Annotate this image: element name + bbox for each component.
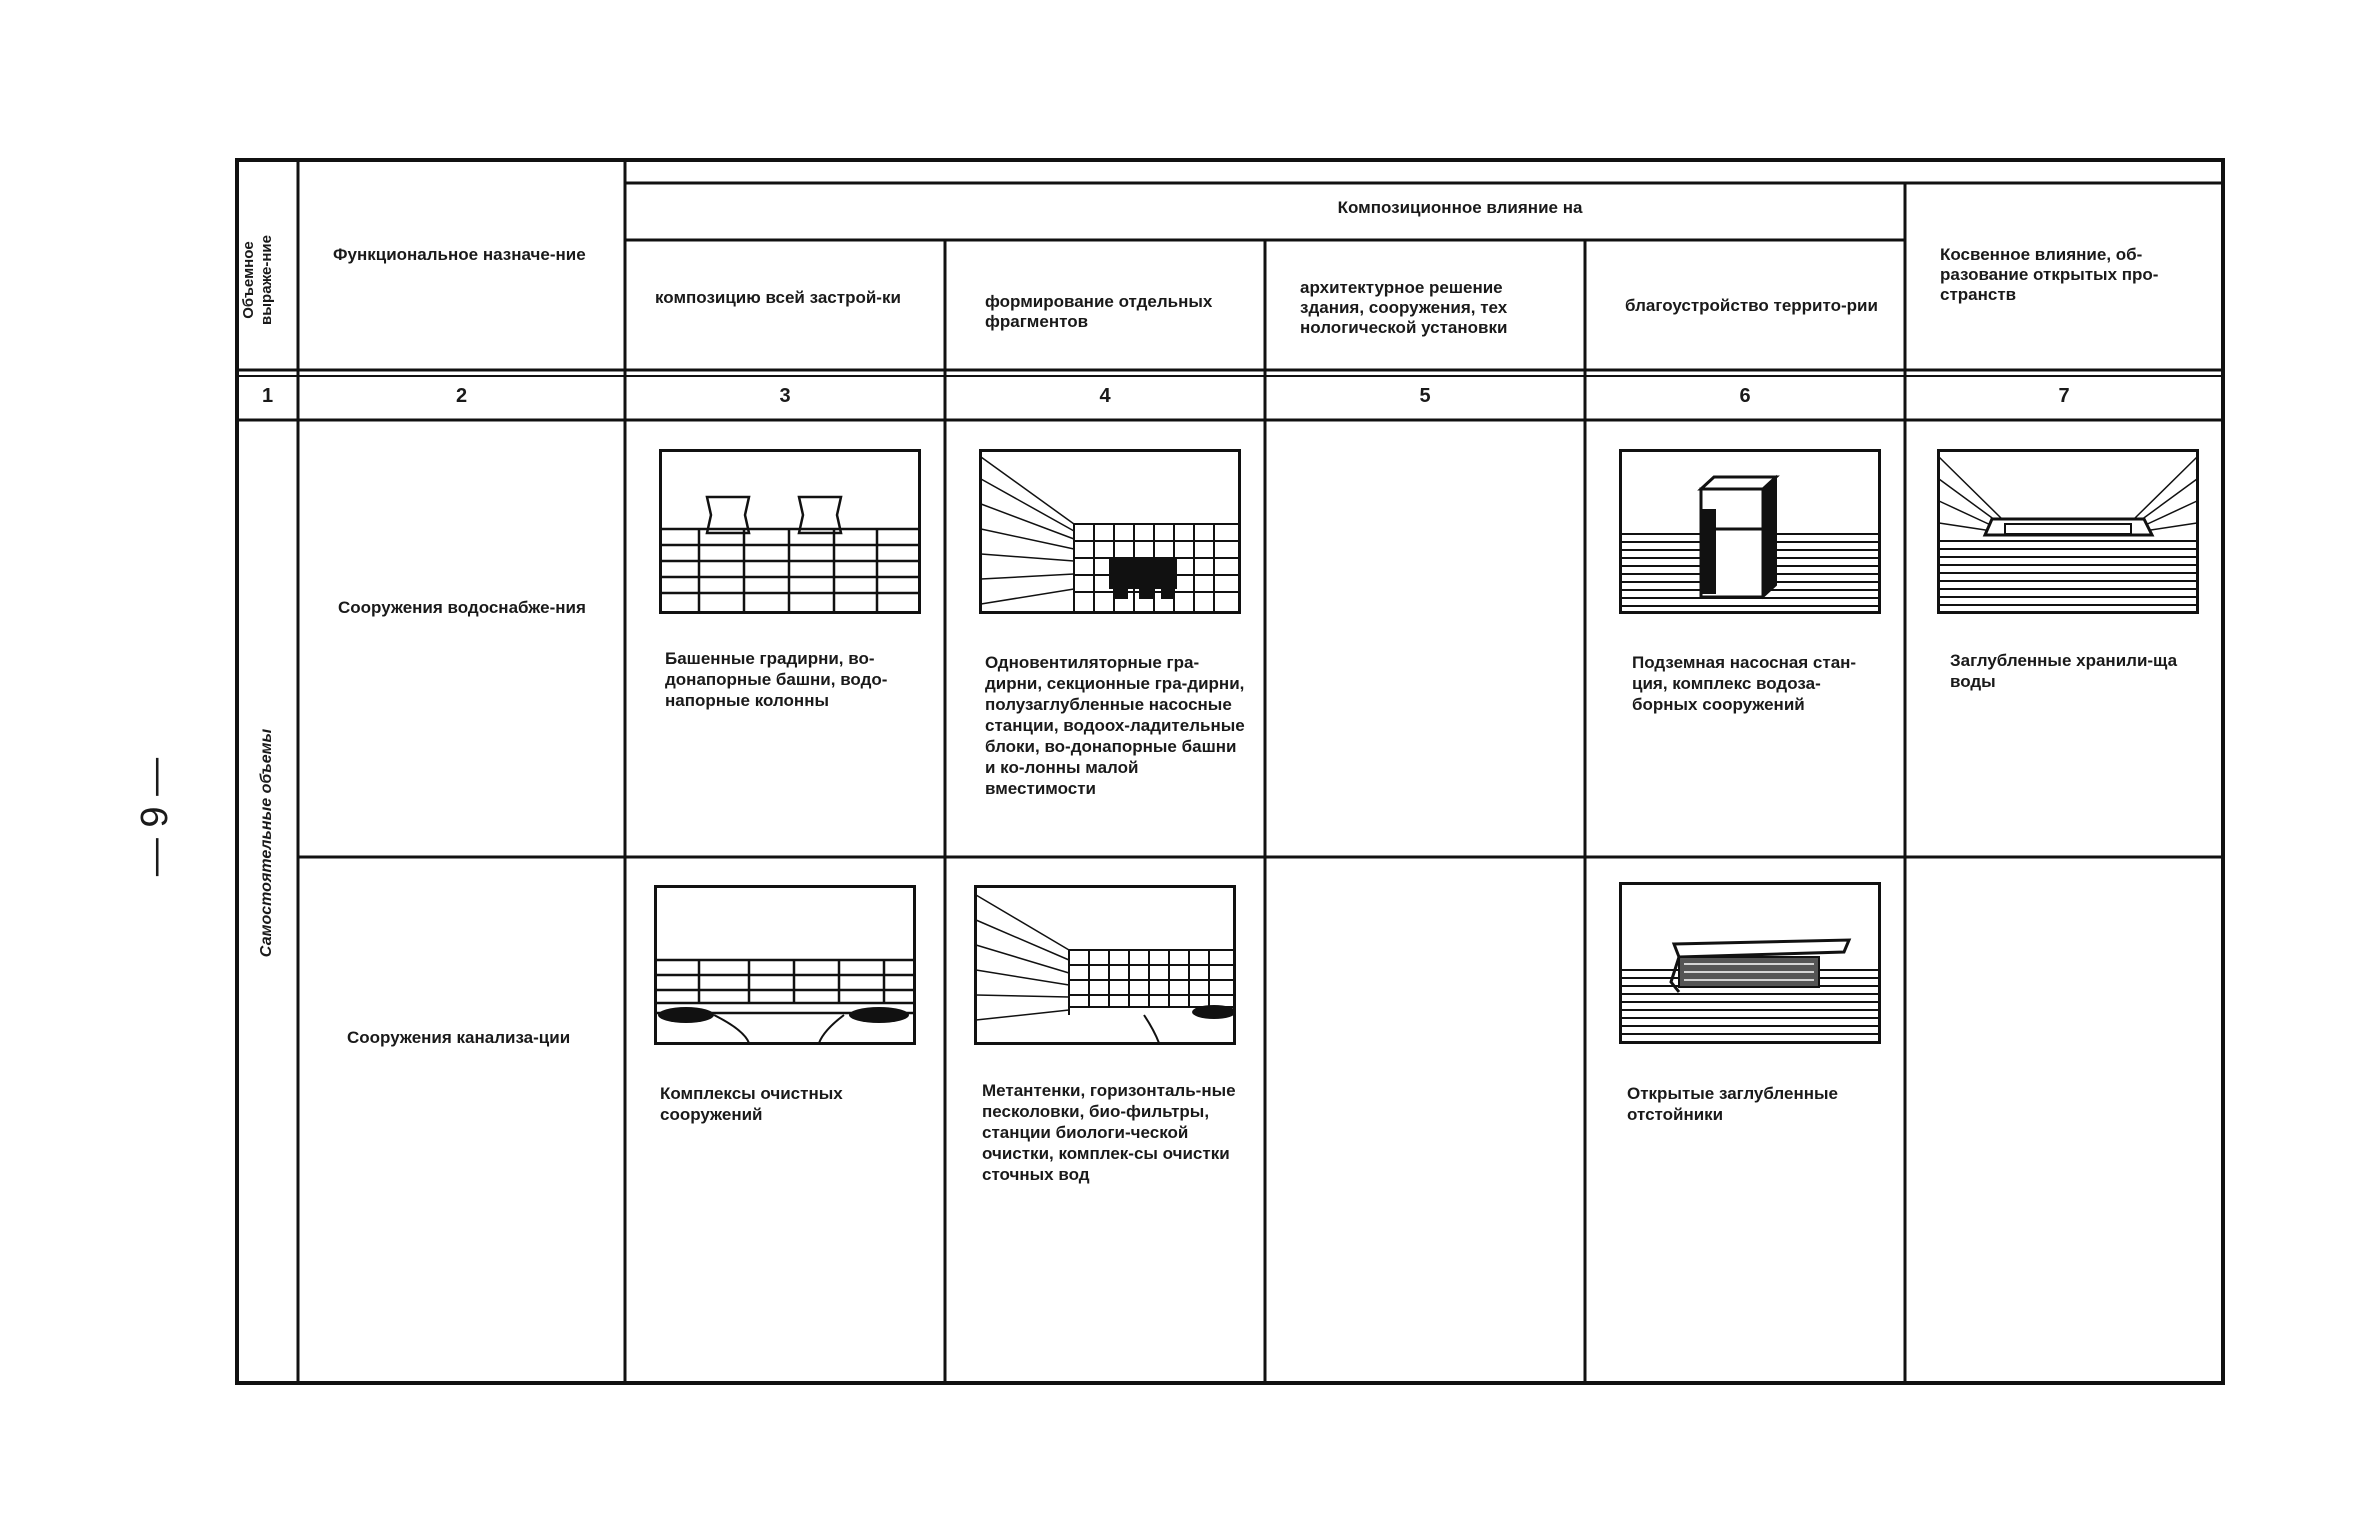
row2-col4-text: Метантенки, горизонталь-ные песколовки, био-фильтры, станции биологи-ческой очистки, комплек-сы очистки сточных вод [982, 1081, 1236, 1184]
ventilator-cooling-illustration [979, 449, 1241, 614]
row2-col3-text: Комплексы очистных сооружений [660, 1084, 843, 1124]
col-number-1: 1 [261, 385, 274, 407]
header-col6: благоустройство террито-рии [1625, 296, 1878, 315]
col-number-2: 2 [455, 385, 468, 407]
row-group-label: Самостоятельные объемы [258, 728, 275, 958]
header-col7: Косвенное влияние, об-разование открытых про-странств [1940, 245, 2159, 304]
pump-station-illustration [1619, 449, 1881, 614]
water-reservoir-illustration [1937, 449, 2199, 614]
col-number-4: 4 [1099, 385, 1111, 407]
row1-function: Сооружения водоснабже-ния [338, 598, 586, 617]
methane-tanks-illustration [974, 885, 1236, 1045]
row1-col7-text: Заглубленные хранили-ща воды [1950, 651, 2178, 691]
page-number: — 9 — [134, 757, 176, 877]
header-col1: Объемное выраже-ние [240, 235, 275, 325]
row1-col3-text: Башенные градирни, во-донапорные башни, водо-напорные колонны [665, 649, 888, 710]
settling-tanks-illustration [1619, 882, 1881, 1044]
row1-col6-text: Подземная насосная стан-ция, комплекс водоза-борных сооружений [1632, 653, 1857, 714]
row1-col4-text: Одновентиляторные гра-дирни, секционные гра-дирни, полузаглубленные насосные станции, водоох-ладительные блоки, во-донапорные башни и ко-лонны малой вместимости [985, 653, 1245, 798]
header-col2: Функциональное назначе-ние [333, 245, 586, 264]
header-col5: архитектурное решение здания, сооружения, тех нологической установки [1300, 278, 1508, 337]
col-number-6: 6 [1739, 385, 1751, 407]
col-number-5: 5 [1419, 385, 1431, 407]
header-col3: композицию всей застрой-ки [655, 288, 901, 307]
header-col4: формирование отдельных фрагментов [985, 292, 1213, 331]
cooling-towers-illustration [659, 449, 921, 614]
row2-col6-text: Открытые заглубленные отстойники [1627, 1084, 1838, 1124]
header-group: Композиционное влияние на [1337, 198, 1583, 217]
col-number-3: 3 [779, 385, 791, 407]
row2-function: Сооружения канализа-ции [347, 1028, 571, 1047]
col-number-7: 7 [2058, 385, 2070, 407]
treatment-complex-illustration [654, 885, 916, 1045]
